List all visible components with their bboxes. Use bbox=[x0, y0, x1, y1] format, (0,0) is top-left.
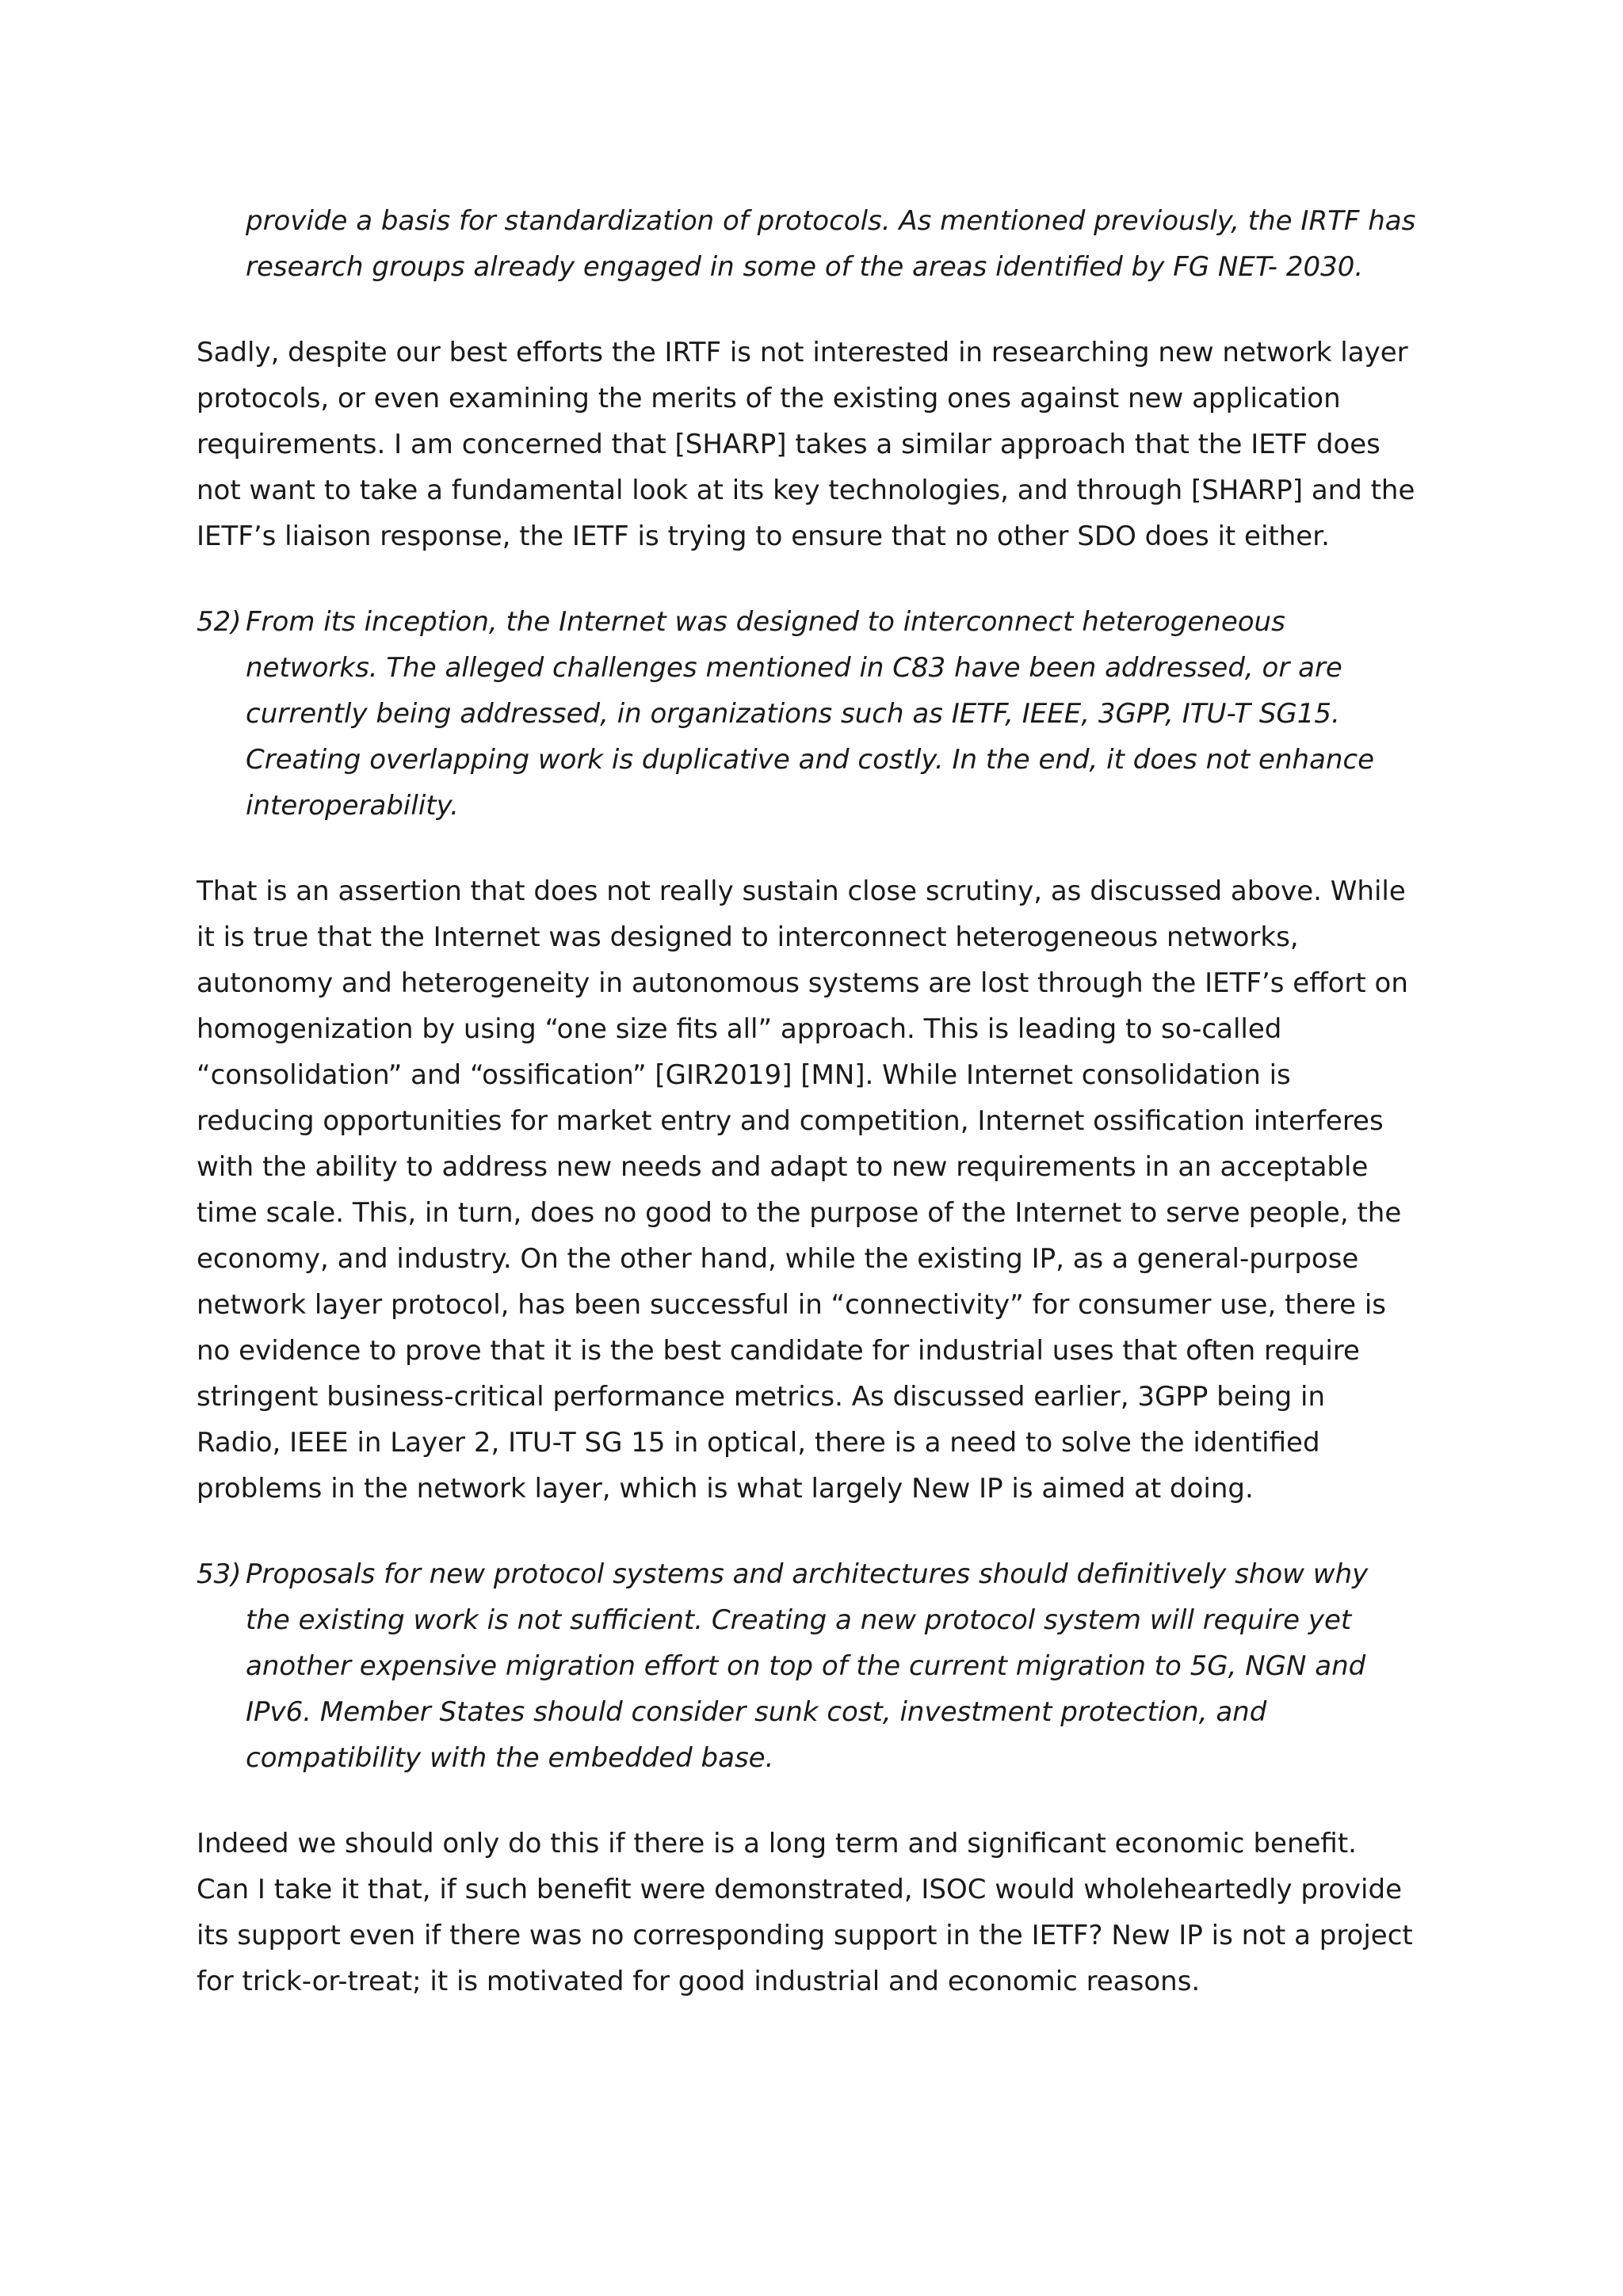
comment-text: From its inception, the Internet was designed to interconnect heterogeneous networks. The alleged challenges mentioned in C83 have been addressed, or are currently being addressed, in organizations such as IETF, IEEE, 3GPP, ITU-T SG15. Creating overlapping work is duplicative and costly. In the end, it does not enhance interoperability. bbox=[246, 606, 1375, 822]
comment-number: 53) bbox=[197, 1558, 242, 1590]
comment-text: Proposals for new protocol systems and architectures should definitively show why the existing work is not sufficient. Creating a new protocol system will require yet another expensive migration effort on top of the current migration to 5G, NGN and IPv6. Member States should consider sunk cost, investment protection, and compatibility with the embedded base. bbox=[246, 1558, 1369, 1774]
document-page bbox=[197, 198, 1417, 2044]
response-paragraph-1: Sadly, despite our best efforts the IRTF is not interested in researching new network layer protocols, or even examining the merits of the existing ones against new application requirements. I am concerned that [SHARP] takes a similar approach that the IETF does not want to take a fundamental look at its key technologies, and through [SHARP] and the IETF’s liaison response, the IETF is trying to ensure that no other SDO does it either. bbox=[197, 337, 1415, 552]
comment-number: 52) bbox=[197, 606, 242, 638]
quoted-comment-53 bbox=[197, 1551, 1417, 1781]
response-paragraph-3: Indeed we should only do this if there is a long term and significant economic benefit. Can I take it that, if such benefit were demonstrated, ISOC would wholeheartedly provide its support even if there was no corresponding support in the IETF? New IP is not a project for trick-or-treat; it is motivated for good industrial and economic reasons. bbox=[197, 1828, 1413, 1997]
quoted-comment-52 bbox=[197, 599, 1417, 829]
response-paragraph-2: That is an assertion that does not really sustain close scrutiny, as discussed above. While it is true that the Internet was designed to interconnect heterogeneous networks, autonomy and heterogeneity in autonomous systems are lost through the IETF’s effort on homogenization by using “one size fits all” approach. This is leading to so-called “consolidation” and “ossification” [GIR2019] [MN]. While Internet consolidation is reducing opportunities for market entry and competition, Internet ossification interferes with the ability to address new needs and adapt to new requirements in an acceptable time scale. This, in turn, does no good to the purpose of the Internet to serve people, the economy, and industry. On the other hand, while the existing IP, as a general-purpose network layer protocol, has been successful in “connectivity” for consumer use, there is no evidence to prove that it is the best candidate for industrial uses that often require stringent business-critical performance metrics. As discussed earlier, 3GPP being in Radio, IEEE in Layer 2, ITU-T SG 15 in optical, there is a need to solve the identified problems in the network layer, which is what largely New IP is aimed at doing. bbox=[197, 875, 1408, 1505]
quoted-comment-51-continuation: provide a basis for standardization of protocols. As mentioned previously, the IRTF has research groups already engaged in some of the areas identified by FG NET- 2030. bbox=[246, 205, 1416, 283]
